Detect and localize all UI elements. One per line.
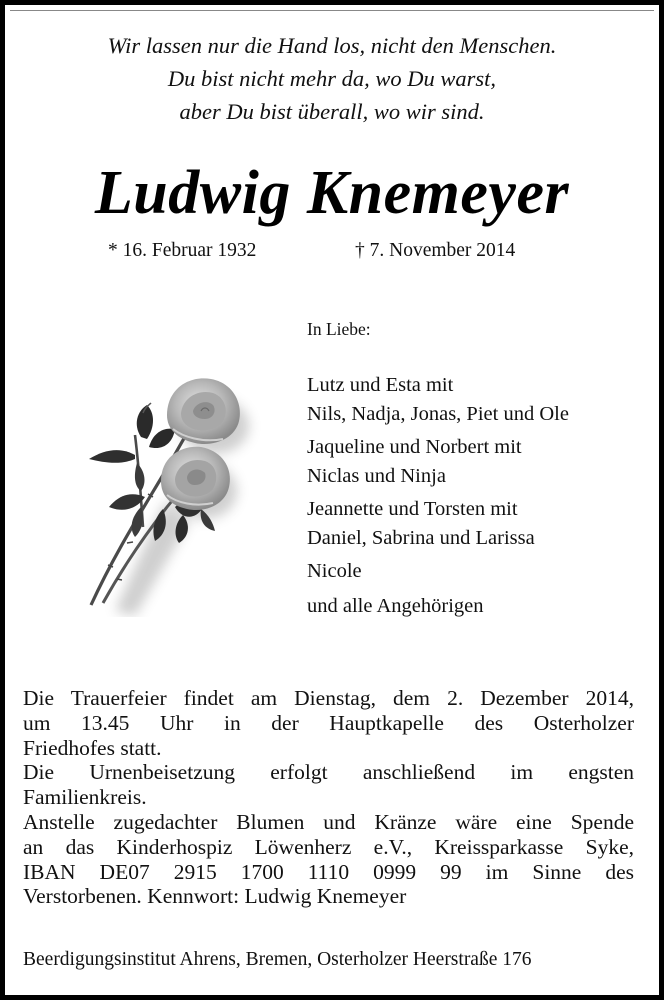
birth-date: * 16. Februar 1932 [108, 240, 257, 261]
mourner-line: Daniel, Sabrina und Larissa [307, 527, 535, 549]
burial-paragraph [23, 760, 634, 810]
poem-line: Du bist nicht mehr da, wo Du warst, [167, 66, 497, 91]
donation-line: IBAN DE07 2915 1700 1110 0999 99 im Sinne des [23, 859, 634, 884]
mourner-line: und alle Angehörigen [307, 595, 484, 617]
memorial-poem [5, 29, 659, 128]
ceremony-line: um 13.45 Uhr in der Hauptkapelle des Osterholzer [23, 710, 634, 735]
mourner-line: Nils, Nadja, Jonas, Piet und Ole [307, 403, 569, 425]
funeral-details [23, 686, 634, 909]
deceased-name: Ludwig Knemeyer [94, 159, 570, 227]
donation-line: Verstorbenen. Kennwort: Ludwig Knemeyer [23, 884, 407, 909]
poem-line: aber Du bist überall, wo wir sind. [179, 99, 485, 124]
rose-illustration-icon [83, 367, 263, 617]
mourner-line: Lutz und Esta mit [307, 374, 454, 396]
mourner-group [307, 557, 569, 586]
burial-line: Familienkreis. [23, 785, 147, 810]
mourner-line: Jaqueline und Norbert mit [307, 436, 522, 458]
poem-line: Wir lassen nur die Hand los, nicht den Menschen. [107, 33, 557, 58]
undertaker-info: Beerdigungsinstitut Ahrens, Bremen, Osterholzer Heerstraße 176 [23, 949, 532, 970]
mourner-group [307, 371, 569, 429]
burial-line: Die Urnenbeisetzung erfolgt anschließend im engsten [23, 760, 634, 785]
mourners-list [307, 317, 569, 625]
donation-paragraph [23, 810, 634, 909]
mourner-line: Nicole [307, 560, 362, 582]
ceremony-line: Friedhofes statt. [23, 735, 162, 760]
ceremony-line: Die Trauerfeier findet am Dienstag, dem 2. Dezember 2014, [23, 686, 634, 710]
ceremony-paragraph [23, 686, 634, 760]
mourners-intro: In Liebe: [307, 319, 371, 339]
donation-line: an das Kinderhospiz Löwenherz e.V., Kreissparkasse Syke, [23, 834, 634, 859]
donation-line: Anstelle zugedachter Blumen und Kränze wäre eine Spende [23, 809, 634, 834]
mourner-line: Niclas und Ninja [307, 465, 446, 487]
mourner-line: Jeannette und Torsten mit [307, 498, 518, 520]
mourner-group [307, 592, 569, 621]
mourner-group [307, 495, 569, 553]
top-divider [10, 10, 654, 11]
mourner-group [307, 433, 569, 491]
death-date: † 7. November 2014 [355, 240, 516, 261]
